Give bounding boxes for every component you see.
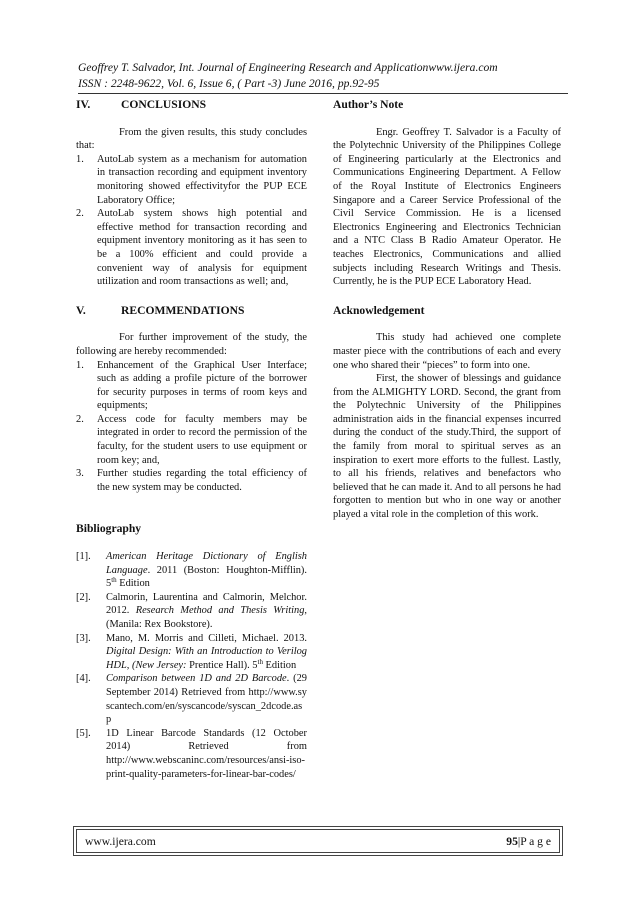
page-label: |P a g e	[517, 834, 551, 848]
list-item	[76, 153, 307, 207]
reference-details: , (Manila: Rex Bookstore).	[106, 605, 307, 630]
header-citation: Geoffrey T. Salvador, Int. Journal of Engineering Research and Applicationwww.ijera.com	[78, 61, 498, 74]
reference-details: Prentice Hall). 5	[186, 659, 258, 671]
conclusions-list	[76, 153, 307, 289]
reference-item	[76, 550, 307, 591]
section-number: IV.	[76, 98, 91, 111]
reference-text	[106, 591, 307, 632]
author-note-text: Engr. Geoffrey T. Salvador is a Faculty of the Polytechnic University of the Philippines College of Engineering particularly at the Electronics and Communications Engineering Department. A Fellow of the Royal Institute of Electronics Engineers Singapore and a Career Service Professional of the Civil Service Commission. He is a licensed Electronics Engineering and Electronics Technician and a NTC Class B Radio Amateur Operator. He teaches Electronics, Communications and allied subjects including Research Writings and Thesis. Currently, he is the PUP ECE Laboratory Head.	[333, 126, 561, 288]
reference-number: [1].	[76, 551, 91, 563]
reference-item	[76, 727, 307, 781]
reference-text	[106, 672, 307, 726]
reference-title: Digital Design: With an Introduction to Verilog HDL, (New Jersey:	[106, 646, 307, 671]
reference-details: . 2011 (Boston: Houghton-Mifflin). 5	[106, 564, 307, 590]
superscript: th	[111, 576, 117, 585]
item-number: 2.	[76, 208, 84, 220]
recommendations-list	[76, 359, 307, 495]
reference-number: [4].	[76, 673, 91, 685]
author-note-heading: Author’s Note	[333, 98, 404, 111]
acknowledgement-heading: Acknowledgement	[333, 303, 425, 317]
item-number: 1.	[76, 153, 84, 165]
reference-details: 1D Linear Barcode Standards (12 October 2014) Retrieved from http://www.webscaninc.com/resources/ansi-iso-print-quality-parameters-for-linear-bar-codes/	[106, 727, 307, 780]
journal-header	[78, 60, 568, 94]
reference-number: [3].	[76, 632, 91, 644]
bibliography-list	[76, 550, 307, 781]
item-text: Further studies regarding the total efficiency of the new system may be conducted.	[97, 468, 307, 493]
reference-title: American Heritage Dictionary of English Language	[106, 551, 307, 576]
conclusions-intro: From the given results, this study concludes that:	[76, 126, 307, 152]
item-text: Enhancement of the Graphical User Interface; such as adding a profile picture of the borrower for security purposes in terms of room keys and equipments;	[97, 359, 307, 412]
reference-number: [2].	[76, 591, 91, 603]
left-column	[76, 98, 307, 781]
acknowledgement-paragraph-2: First, the shower of blessings and guidance from the ALMIGHTY LORD. Second, the grant from the Polytechnic University of the Philippines administration aids in the financial expenses incurred during the conduct of the study.Third, the support of the family from moral to spiritual serves as an inspiration to exert more efforts to the fullest. Lastly, to all his friends, relatives and benefactors who believed that he can made it. And to all persons he had forgotten to mention but who in one way or another played a vital role in the completion of this work.	[333, 373, 561, 521]
section-heading-conclusions	[76, 98, 307, 112]
footer-page-number	[506, 835, 551, 848]
section-title: RECOMMENDATIONS	[121, 303, 245, 317]
section-heading-recommendations	[76, 304, 307, 318]
reference-number: [5].	[76, 727, 91, 739]
section-number: V.	[76, 303, 86, 317]
reference-item	[76, 672, 307, 726]
recommendations-intro: For further improvement of the study, the following are hereby recommended:	[76, 332, 307, 357]
list-item	[76, 207, 307, 289]
acknowledgement-paragraph-1: This study had achieved one complete master piece with the contributions of each and every one who shared their “pieces” to form into one.	[333, 332, 561, 371]
reference-tail: Edition	[116, 578, 150, 590]
list-item	[76, 467, 307, 494]
reference-authors: Calmorin, Laurentina and Calmorin, Melchor. 2012.	[106, 591, 307, 617]
item-number: 3.	[76, 468, 84, 480]
reference-text	[106, 727, 307, 781]
reference-text	[106, 632, 307, 673]
reference-tail: Edition	[262, 659, 297, 671]
header-issn: ISSN : 2248-9622, Vol. 6, Issue 6, ( Part -3) June 2016, pp.92-95	[78, 77, 380, 90]
right-column	[333, 98, 561, 522]
reference-item	[76, 591, 307, 632]
reference-title: Comparison between 1D and 2D Barcode	[106, 673, 287, 685]
reference-title: Research Method and Thesis Writing	[135, 605, 305, 617]
bibliography-heading: Bibliography	[76, 522, 142, 536]
list-item	[76, 413, 307, 467]
item-text: AutoLab system as a mechanism for automation in transaction recording and equipment inventory monitoring showed effectivityfor the PUP ECE Laboratory Office;	[97, 153, 307, 206]
item-text: AutoLab system shows high potential and effective method for transaction recording and equipment inventory monitoring as it has seen to be a 100% efficient and could provide a convenient way of analysis for equipment utilization and room transactions as well; and,	[97, 208, 307, 288]
item-number: 1.	[76, 359, 84, 371]
list-item	[76, 359, 307, 413]
reference-text	[106, 550, 307, 591]
reference-details: . (29 September 2014) Retrieved from http://www.syscantech.com/en/syscancode/syscan_2dcode.asp	[106, 673, 308, 726]
page-number: 95	[506, 834, 518, 848]
superscript: th	[257, 657, 263, 666]
section-title: CONCLUSIONS	[121, 98, 207, 111]
reference-authors: Mano, M. Morris and Cilleti, Michael. 2013.	[106, 632, 307, 644]
item-text: Access code for faculty members may be integrated in order to record the permission of the faculty, for the student users to use equipment or room key; and,	[97, 413, 307, 466]
page-footer	[76, 829, 560, 853]
item-number: 2.	[76, 413, 84, 425]
reference-item	[76, 632, 307, 673]
footer-website: www.ijera.com	[85, 834, 156, 848]
